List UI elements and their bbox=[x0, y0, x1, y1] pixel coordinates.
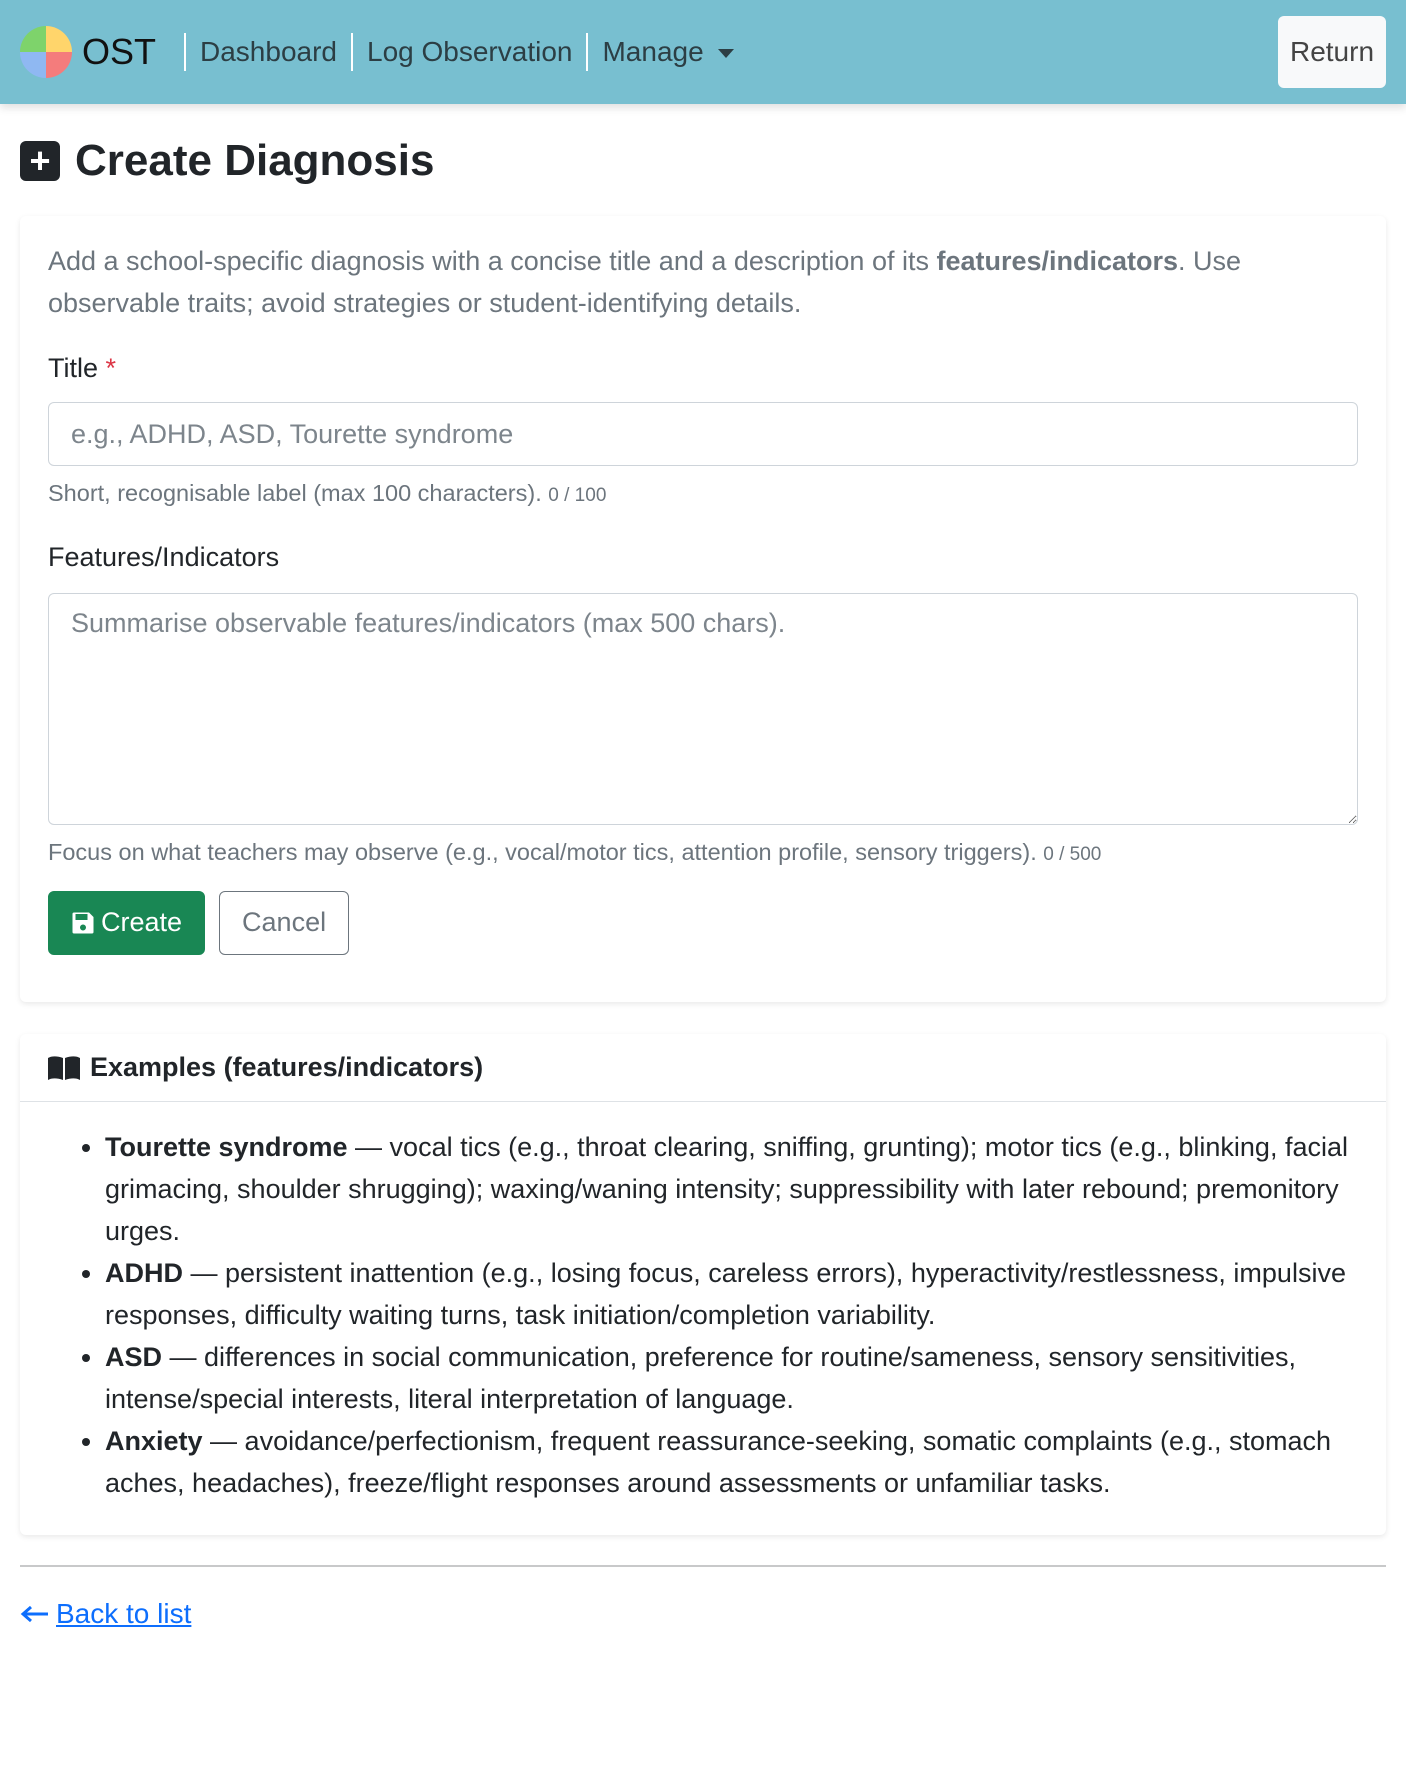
list-item bbox=[105, 1126, 1358, 1252]
navbar bbox=[0, 0, 1406, 104]
list-item bbox=[105, 1420, 1358, 1504]
title-help-text: Short, recognisable label (max 100 characters). bbox=[48, 480, 542, 506]
divider bbox=[586, 33, 588, 71]
example-text: — vocal tics (e.g., throat clearing, sniffing, grunting); motor tics (e.g., blinking, facial grimacing, shoulder shrugging); waxing/waning intensity; suppressibility with later rebound; premonitory urges. bbox=[105, 1132, 1348, 1246]
examples-list bbox=[20, 1102, 1386, 1504]
example-term: ADHD bbox=[105, 1258, 183, 1288]
examples-header bbox=[20, 1034, 1386, 1102]
example-text: — avoidance/perfectionism, frequent reassurance-seeking, somatic complaints (e.g., stomach aches, headaches), freeze/flight responses around assessments or unfamiliar tasks. bbox=[105, 1426, 1332, 1498]
nav-log-observation[interactable]: Log Observation bbox=[367, 36, 573, 67]
examples-heading: Examples (features/indicators) bbox=[90, 1052, 484, 1083]
nav-manage-dropdown[interactable] bbox=[602, 31, 733, 73]
example-term: ASD bbox=[105, 1342, 163, 1372]
features-help-text: Focus on what teachers may observe (e.g., vocal/motor tics, attention profile, sensory triggers). bbox=[48, 839, 1037, 866]
intro-bold: features/indicators bbox=[936, 246, 1179, 276]
examples-card bbox=[20, 1034, 1386, 1535]
cancel-button[interactable]: Cancel bbox=[219, 891, 349, 955]
caret-down-icon bbox=[718, 49, 734, 58]
create-form-card bbox=[20, 216, 1386, 1002]
intro-text-end: . Use observable traits; avoid strategies or student-identifying details. bbox=[48, 246, 1242, 318]
arrow-left-icon[interactable] bbox=[20, 1604, 50, 1624]
example-term: Anxiety bbox=[105, 1426, 203, 1456]
logo-icon[interactable] bbox=[20, 26, 72, 78]
page-header bbox=[20, 136, 1386, 186]
plus-square-icon: + bbox=[20, 141, 60, 181]
form-intro bbox=[48, 240, 1358, 324]
divider bbox=[20, 1565, 1386, 1567]
book-icon bbox=[48, 1055, 80, 1081]
form-actions bbox=[48, 891, 1358, 955]
features-label: Features/Indicators bbox=[48, 542, 280, 573]
title-input[interactable] bbox=[48, 402, 1358, 466]
title-help bbox=[48, 476, 1358, 511]
back-link-row bbox=[20, 1593, 1386, 1635]
features-textarea[interactable] bbox=[48, 593, 1358, 825]
intro-text: Add a school-specific diagnosis with a concise title and a description of its bbox=[48, 246, 937, 276]
title-char-count: 0 / 100 bbox=[548, 485, 607, 506]
list-item bbox=[105, 1252, 1358, 1336]
example-text: — persistent inattention (e.g., losing focus, careless errors), hyperactivity/restlessness, impulsive responses, difficulty waiting turns, task initiation/completion variability. bbox=[105, 1258, 1346, 1330]
required-mark: * bbox=[105, 353, 117, 383]
example-term: Tourette syndrome bbox=[105, 1132, 348, 1162]
divider bbox=[184, 33, 186, 71]
nav-dashboard[interactable]: Dashboard bbox=[200, 36, 337, 67]
title-label-text: Title bbox=[48, 353, 99, 383]
create-label: Create bbox=[101, 907, 183, 937]
back-to-list-link[interactable]: Back to list bbox=[56, 1598, 192, 1629]
features-help bbox=[48, 835, 1358, 870]
divider bbox=[351, 33, 353, 71]
brand[interactable]: OST bbox=[82, 31, 157, 72]
create-button[interactable] bbox=[48, 891, 205, 955]
list-item bbox=[105, 1336, 1358, 1420]
features-char-count: 0 / 500 bbox=[1043, 844, 1102, 866]
page-title: Create Diagnosis bbox=[75, 136, 435, 185]
save-icon bbox=[71, 911, 95, 935]
return-button[interactable]: Return bbox=[1278, 16, 1386, 88]
nav-manage-label: Manage bbox=[602, 36, 704, 67]
title-label bbox=[48, 348, 1358, 388]
example-text: — differences in social communication, preference for routine/sameness, sensory sensitivities, intense/special interests, literal interpretation of language. bbox=[105, 1342, 1297, 1414]
